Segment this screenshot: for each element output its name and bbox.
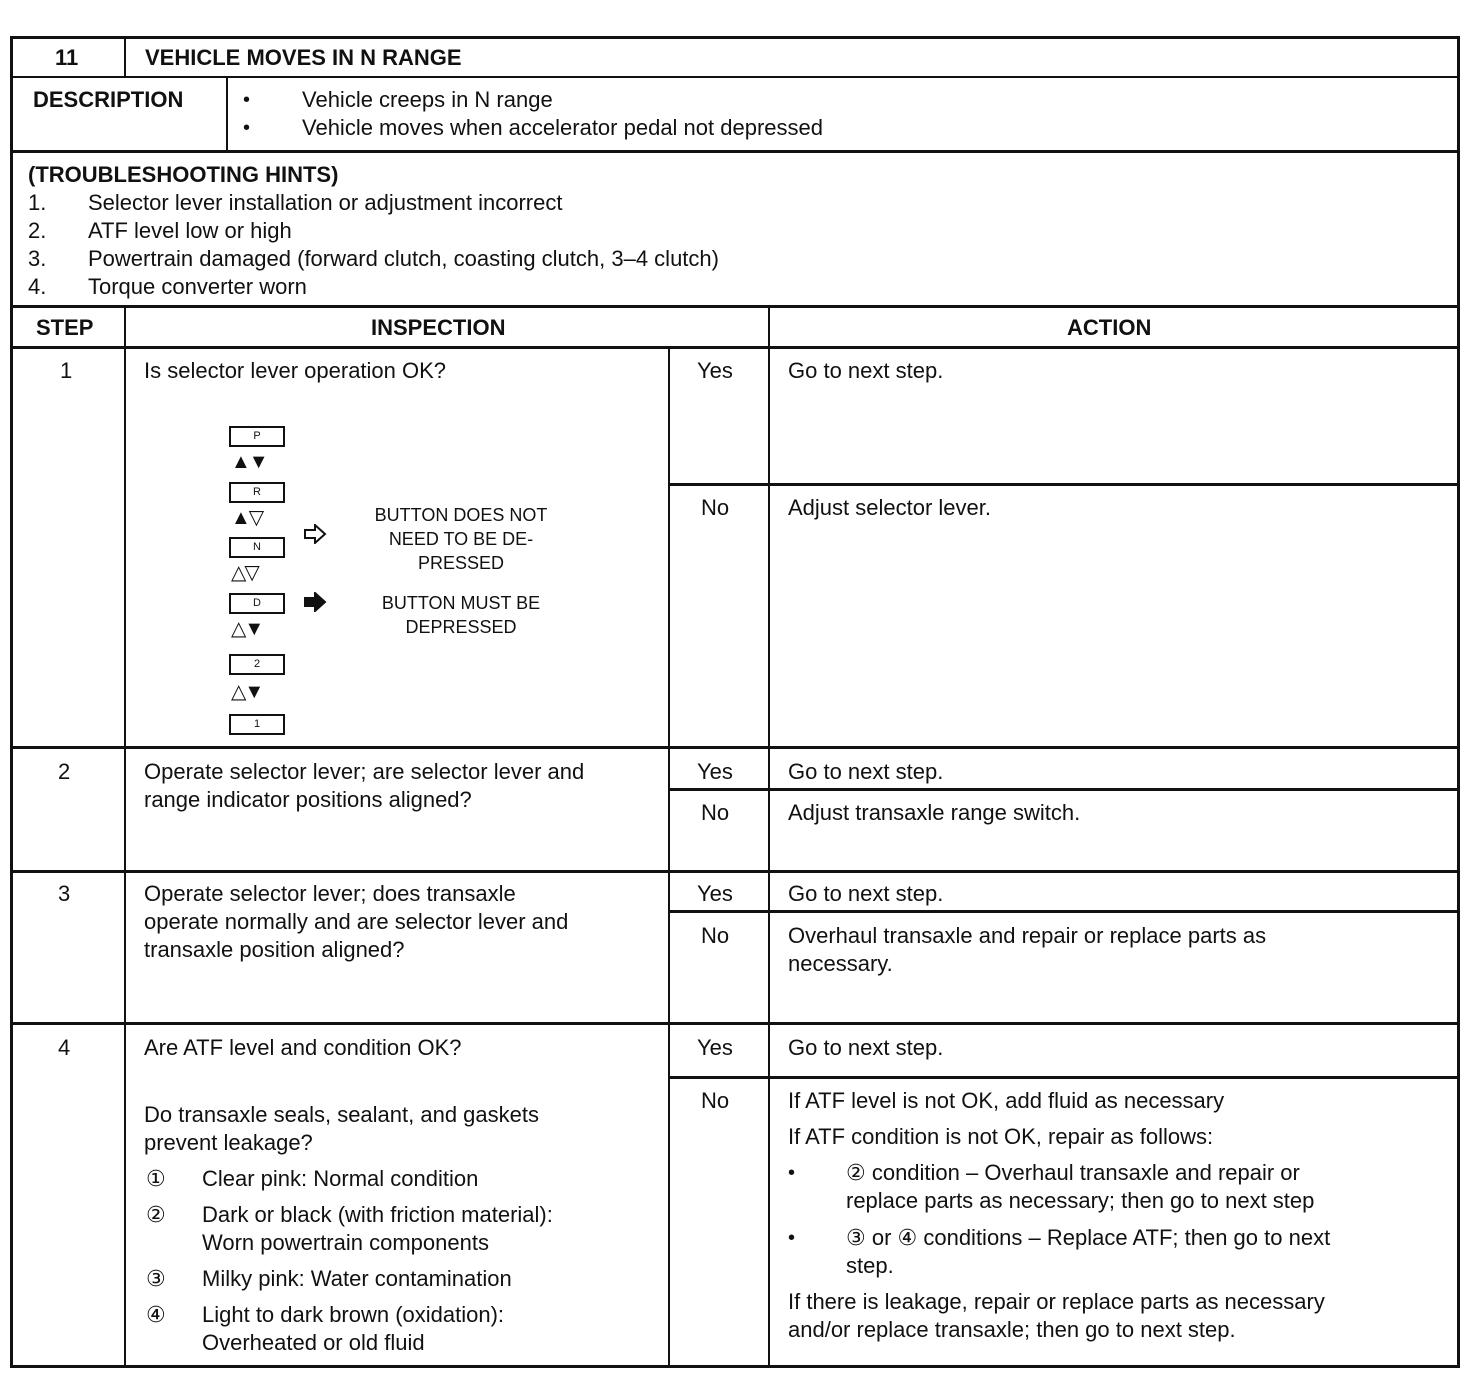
yes-label: Yes	[697, 1035, 733, 1060]
divider	[10, 305, 1460, 308]
condition-mark: ④	[146, 1302, 166, 1327]
condition-text: Light to dark brown (oxidation):	[202, 1302, 505, 1327]
divider	[226, 76, 228, 152]
gear-position-box: R	[229, 482, 285, 503]
divider	[10, 746, 1460, 749]
hints-title: (TROUBLESHOOTING HINTS)	[28, 162, 339, 187]
legend-text: BUTTON DOES NOT NEED TO BE DE- PRESSED	[374, 505, 548, 573]
action-text: Overhaul transaxle and repair or replace parts as	[788, 923, 1267, 948]
section-title: VEHICLE MOVES IN N RANGE	[145, 45, 462, 70]
step-number: 2	[58, 759, 71, 784]
action-text: If there is leakage, repair or replace parts as necessary	[788, 1289, 1325, 1314]
inspection-text: Operate selector lever; are selector lever and	[144, 759, 585, 784]
no-label: No	[701, 1088, 730, 1113]
description-item: Vehicle creeps in N range	[302, 87, 553, 112]
inspection-text: Operate selector lever; does transaxle	[144, 881, 516, 906]
border-bottom	[10, 1365, 1460, 1368]
border-top	[10, 36, 1460, 39]
inspection-text: prevent leakage?	[144, 1130, 313, 1155]
condition-text: Dark or black (with friction material):	[202, 1202, 553, 1227]
hint-number: 2.	[28, 218, 47, 243]
action-text: Go to next step.	[788, 358, 944, 383]
action-text: Adjust selector lever.	[788, 495, 991, 520]
action-text: Go to next step.	[788, 1035, 944, 1060]
yes-label: Yes	[697, 358, 733, 383]
divider	[668, 1076, 1460, 1079]
hint-text: ATF level low or high	[88, 218, 292, 243]
inspection-text: Is selector lever operation OK?	[144, 358, 447, 383]
action-text: Go to next step.	[788, 759, 944, 784]
column-header-inspection: INSPECTION	[371, 315, 506, 340]
step-number: 3	[58, 881, 71, 906]
action-text: replace parts as necessary; then go to next step	[846, 1188, 1315, 1213]
description-label: DESCRIPTION	[33, 87, 184, 112]
action-text: and/or replace transaxle; then go to next step.	[788, 1317, 1236, 1342]
gear-position-box: D	[229, 593, 285, 614]
divider	[668, 346, 670, 1368]
legend-text: BUTTON MUST BE DEPRESSED	[381, 593, 541, 637]
action-text: If ATF level is not OK, add fluid as necessary	[788, 1088, 1225, 1113]
inspection-text: range indicator positions aligned?	[144, 787, 472, 812]
action-text: necessary.	[788, 951, 893, 976]
divider	[668, 788, 1460, 791]
inspection-text: transaxle position aligned?	[144, 937, 405, 962]
divider	[124, 305, 126, 1368]
description-item: Vehicle moves when accelerator pedal not depressed	[302, 115, 823, 140]
hint-text: Selector lever installation or adjustment incorrect	[88, 190, 563, 215]
border-left	[10, 36, 13, 1368]
no-label: No	[701, 495, 730, 520]
yes-label: Yes	[697, 881, 733, 906]
divider	[124, 36, 126, 78]
shift-arrows-icon: △▼	[231, 618, 263, 640]
condition-text: Milky pink: Water contamination	[202, 1266, 512, 1291]
divider	[10, 870, 1460, 873]
condition-mark: ①	[146, 1166, 166, 1191]
hint-text: Powertrain damaged (forward clutch, coasting clutch, 3–4 clutch)	[88, 246, 719, 271]
shift-arrows-icon: ▲▼	[231, 451, 267, 473]
condition-text: Worn powertrain components	[202, 1230, 489, 1255]
gear-position-box: P	[229, 426, 285, 447]
no-label: No	[701, 923, 730, 948]
divider	[10, 1022, 1460, 1025]
action-text: ② condition – Overhaul transaxle and repair or	[846, 1160, 1300, 1185]
condition-mark: ③	[146, 1266, 166, 1291]
bullet-icon: •	[243, 89, 251, 111]
step-number: 4	[58, 1035, 71, 1060]
shift-arrows-icon: ▲▽	[231, 507, 263, 529]
condition-mark: ②	[146, 1202, 166, 1227]
no-label: No	[701, 800, 730, 825]
condition-text: Overheated or old fluid	[202, 1330, 425, 1355]
action-text: Go to next step.	[788, 881, 944, 906]
column-header-action: ACTION	[1067, 315, 1152, 340]
hint-number: 1.	[28, 190, 47, 215]
bullet-icon: •	[243, 117, 251, 139]
yes-label: Yes	[697, 759, 733, 784]
bullet-icon: •	[788, 1227, 796, 1249]
divider	[768, 305, 770, 1368]
section-number: 11	[55, 45, 79, 70]
gear-position-box: N	[229, 537, 285, 558]
shift-arrows-icon: △▼	[231, 681, 263, 703]
condition-text: Clear pink: Normal condition	[202, 1166, 479, 1191]
action-text: ③ or ④ conditions – Replace ATF; then go to next	[846, 1225, 1331, 1250]
inspection-text: Are ATF level and condition OK?	[144, 1035, 462, 1060]
gear-position-box: 2	[229, 654, 285, 675]
shift-arrows-icon: △▽	[231, 562, 258, 584]
bullet-icon: •	[788, 1162, 796, 1184]
hint-text: Torque converter worn	[88, 274, 307, 299]
hint-number: 4.	[28, 274, 47, 299]
step-number: 1	[60, 358, 73, 383]
column-header-step: STEP	[36, 315, 94, 340]
action-text: If ATF condition is not OK, repair as follows:	[788, 1124, 1214, 1149]
divider	[668, 483, 1460, 486]
solid-arrow-icon	[303, 592, 327, 612]
outline-arrow-icon	[303, 524, 327, 544]
hint-number: 3.	[28, 246, 47, 271]
action-text: step.	[846, 1253, 894, 1278]
action-text: Adjust transaxle range switch.	[788, 800, 1081, 825]
border-right	[1457, 36, 1460, 1368]
gear-position-box: 1	[229, 714, 285, 735]
divider	[10, 150, 1460, 153]
inspection-text: Do transaxle seals, sealant, and gaskets	[144, 1102, 540, 1127]
divider	[668, 910, 1460, 913]
inspection-text: operate normally and are selector lever and	[144, 909, 569, 934]
divider	[10, 346, 1460, 349]
